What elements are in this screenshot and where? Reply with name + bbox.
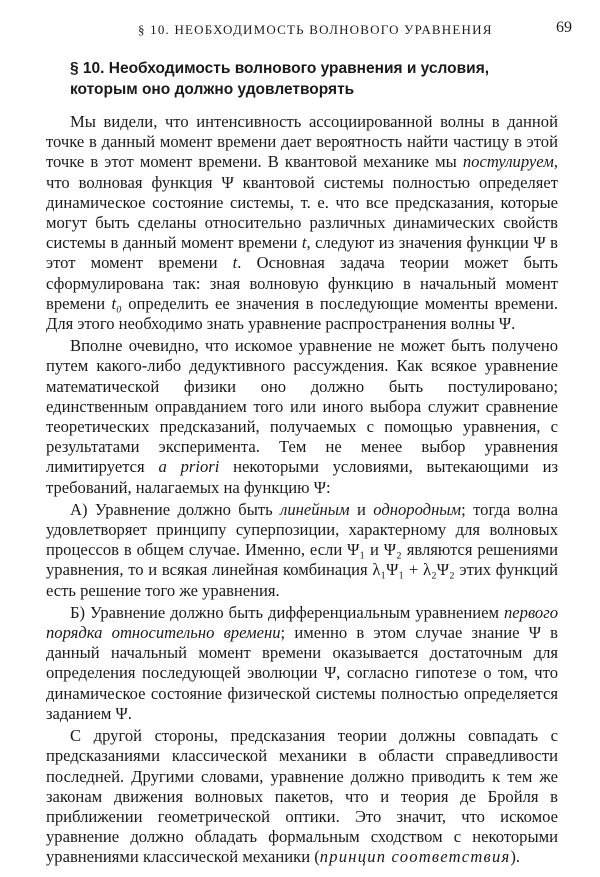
emphasis-text: a priori xyxy=(158,457,220,477)
emphasis-text: t xyxy=(232,253,238,273)
paragraph-text: ). xyxy=(510,847,521,867)
paragraph-text: некоторыми условиями, вытекающими из требований, налагаемых на функцию Ψ: xyxy=(46,457,559,497)
paragraph xyxy=(46,726,558,867)
emphasis-text: t xyxy=(301,233,307,253)
paragraph-text: ; тогда волна удовлетворяет принципу суперпозиции, характерному для волновых процессов в общем случае. Именно, если Ψ₁ и Ψ₂ являются решениями уравнения, то и всякая линейная комбинация λ₁Ψ₁ + λ₂Ψ₂ этих функций есть решение того же уравнения. xyxy=(46,499,558,600)
paragraph-text: и xyxy=(349,499,374,519)
paragraph xyxy=(46,112,558,334)
paragraph-text: , следуют из значения функции Ψ в этот момент времени xyxy=(46,233,558,273)
emphasis-text: однородным xyxy=(373,499,462,519)
paragraph-text: . Основная задача теории может быть сформулирована так: зная волновую функцию в начальный момент времени xyxy=(46,253,558,313)
paragraph xyxy=(46,603,558,724)
paragraph-text: Вполне очевидно, что искомое уравнение не может быть получено путем какого-либо дедуктивного рассуждения. Как всякое уравнение математической физики оно должно быть постулировано; единственным оправданием того или иного выбора служит сравнение теоретических предсказаний, получаемых с помощью уравнения, с результатами эксперимента. Тем не менее выбор уравнения лимитируется xyxy=(46,336,558,477)
paragraph-text: С другой стороны, предсказания теории должны совпадать с предсказаниями классической механики в области справедливости последней. Другими словами, уравнение должно приводить к тем же законам движения волновых пакетов, что и теория де Бройля в приближении геометрической оптики. Это значит, что искомое уравнение должно обладать формальным сходством с некоторыми уравнениями классической механики ( xyxy=(46,726,558,867)
paragraph-text: определить ее значения в последующие моменты времени. Для этого необходимо знать уравнение распространения волны Ψ. xyxy=(46,293,558,334)
emphasis-text: постулируем xyxy=(462,152,554,172)
page-number: 69 xyxy=(556,19,572,36)
paragraph-text: Мы видели, что интенсивность ассоциированной волны в данной точке в данный момент времени дает вероятность найти частицу в этой точке в этот момент времени. В квантовой механике мы xyxy=(46,112,558,172)
body-text xyxy=(46,112,558,870)
paragraph xyxy=(46,336,558,498)
emphasis-text: первого порядка относительно времени xyxy=(46,602,558,643)
paragraph-text: Б) Уравнение должно быть дифференциальным уравнением xyxy=(70,602,504,622)
running-head: § 10. НЕОБХОДИМОСТЬ ВОЛНОВОГО УРАВНЕНИЯ xyxy=(138,22,493,37)
paragraph-text: ; именно в этом случае знание Ψ в данный начальный момент времени оказывается достаточным для определения последующей эволюции Ψ, согласно гипотезе о том, что динамическое состояние физической системы полностью определяется заданием Ψ. xyxy=(46,623,558,723)
emphasis-text: принцип соответствия xyxy=(319,847,511,867)
paragraph-text: , что волновая функция Ψ квантовой системы полностью определяет динамическое состояние системы, т. е. что все предсказания, которые могут быть сделаны относительно различных динамических свойств системы в данный момент времени xyxy=(46,152,558,253)
emphasis-text: t₀ xyxy=(111,293,122,313)
paragraph xyxy=(46,500,558,601)
paragraph-text: А) Уравнение должно быть xyxy=(70,499,281,519)
emphasis-text: линейным xyxy=(280,499,350,519)
section-heading: § 10. Необходимость волнового уравнения и условия, которым оно должно удовлетворять xyxy=(70,60,490,98)
